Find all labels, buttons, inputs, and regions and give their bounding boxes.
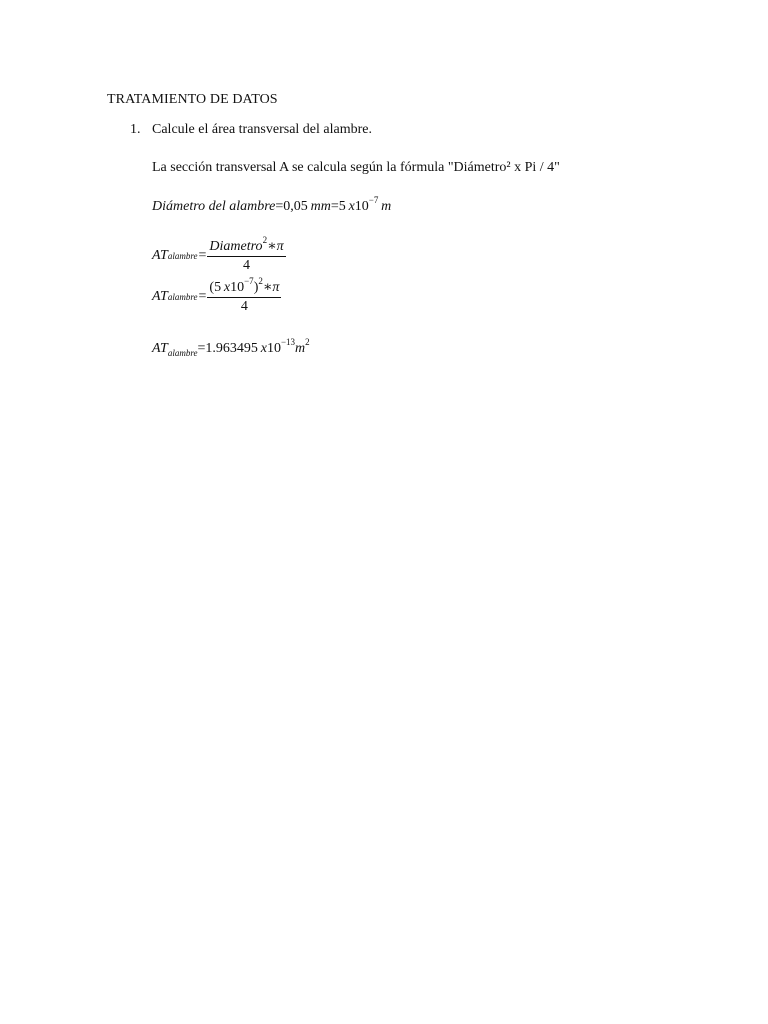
paren-close: )	[253, 280, 259, 295]
formula-description: La sección transversal A se calcula según la fórmula "Diámetro² x Pi / 4"	[152, 160, 560, 175]
outer-exponent: 2	[258, 276, 263, 286]
equals-sign: =	[198, 289, 207, 304]
equals-sign: =	[275, 199, 284, 214]
fraction-denominator: 4	[243, 258, 250, 273]
times-x: x	[260, 341, 267, 356]
diameter-equation	[152, 195, 392, 215]
fraction-numerator	[207, 235, 285, 257]
equals-sign: =	[198, 248, 207, 263]
paren-open: (	[209, 280, 215, 295]
fraction-denominator: 4	[240, 299, 248, 314]
power-base: 10	[230, 280, 245, 295]
coefficient: 5	[214, 280, 222, 295]
at-symbol: AT	[152, 248, 168, 263]
diameter-coefficient: 5	[338, 199, 346, 214]
section-heading: TRATAMIENTO DE DATOS	[107, 92, 278, 107]
unit-exponent: 2	[305, 337, 310, 347]
times-x: x	[223, 280, 231, 295]
inner-exponent: −7	[244, 276, 254, 286]
at-symbol: AT	[152, 341, 168, 356]
at-subscript: alambre	[167, 348, 198, 358]
numerator-text: Diametro	[209, 239, 263, 254]
area-substitution-equation: AT alambre = $\frac{(5 x10^{-7})^2∗\pi}{4}$	[152, 276, 280, 314]
unit-m: m	[295, 341, 306, 356]
result-value: 1.963495	[205, 341, 258, 356]
power-base: 10	[266, 341, 281, 356]
unit-m: m	[381, 199, 392, 214]
area-formula-equation: AT alambre = $\frac{Diametro^2∗\pi}{4}$	[152, 235, 284, 273]
list-item-text: Calcule el área transversal del alambre.	[152, 122, 372, 137]
diameter-value-mm: 0,05	[283, 199, 308, 214]
area-result-equation	[152, 337, 310, 358]
numerator-tail: ∗π	[267, 239, 284, 254]
times-x: x	[348, 199, 355, 214]
fraction-numerator	[207, 276, 281, 298]
unit-mm: mm	[310, 199, 331, 214]
equals-sign: =	[197, 341, 206, 356]
equals-sign: =	[330, 199, 339, 214]
list-item-number: 1.	[130, 122, 141, 137]
power-exponent: −7	[368, 195, 379, 205]
at-symbol: AT	[152, 289, 168, 304]
diameter-label: Diámetro del alambre	[152, 199, 276, 214]
numerator-exponent: 2	[262, 235, 268, 245]
power-base: 10	[354, 199, 369, 214]
power-exponent: −13	[280, 337, 296, 347]
fraction	[207, 276, 281, 315]
fraction	[207, 235, 285, 274]
numerator-tail: ∗π	[262, 280, 280, 295]
